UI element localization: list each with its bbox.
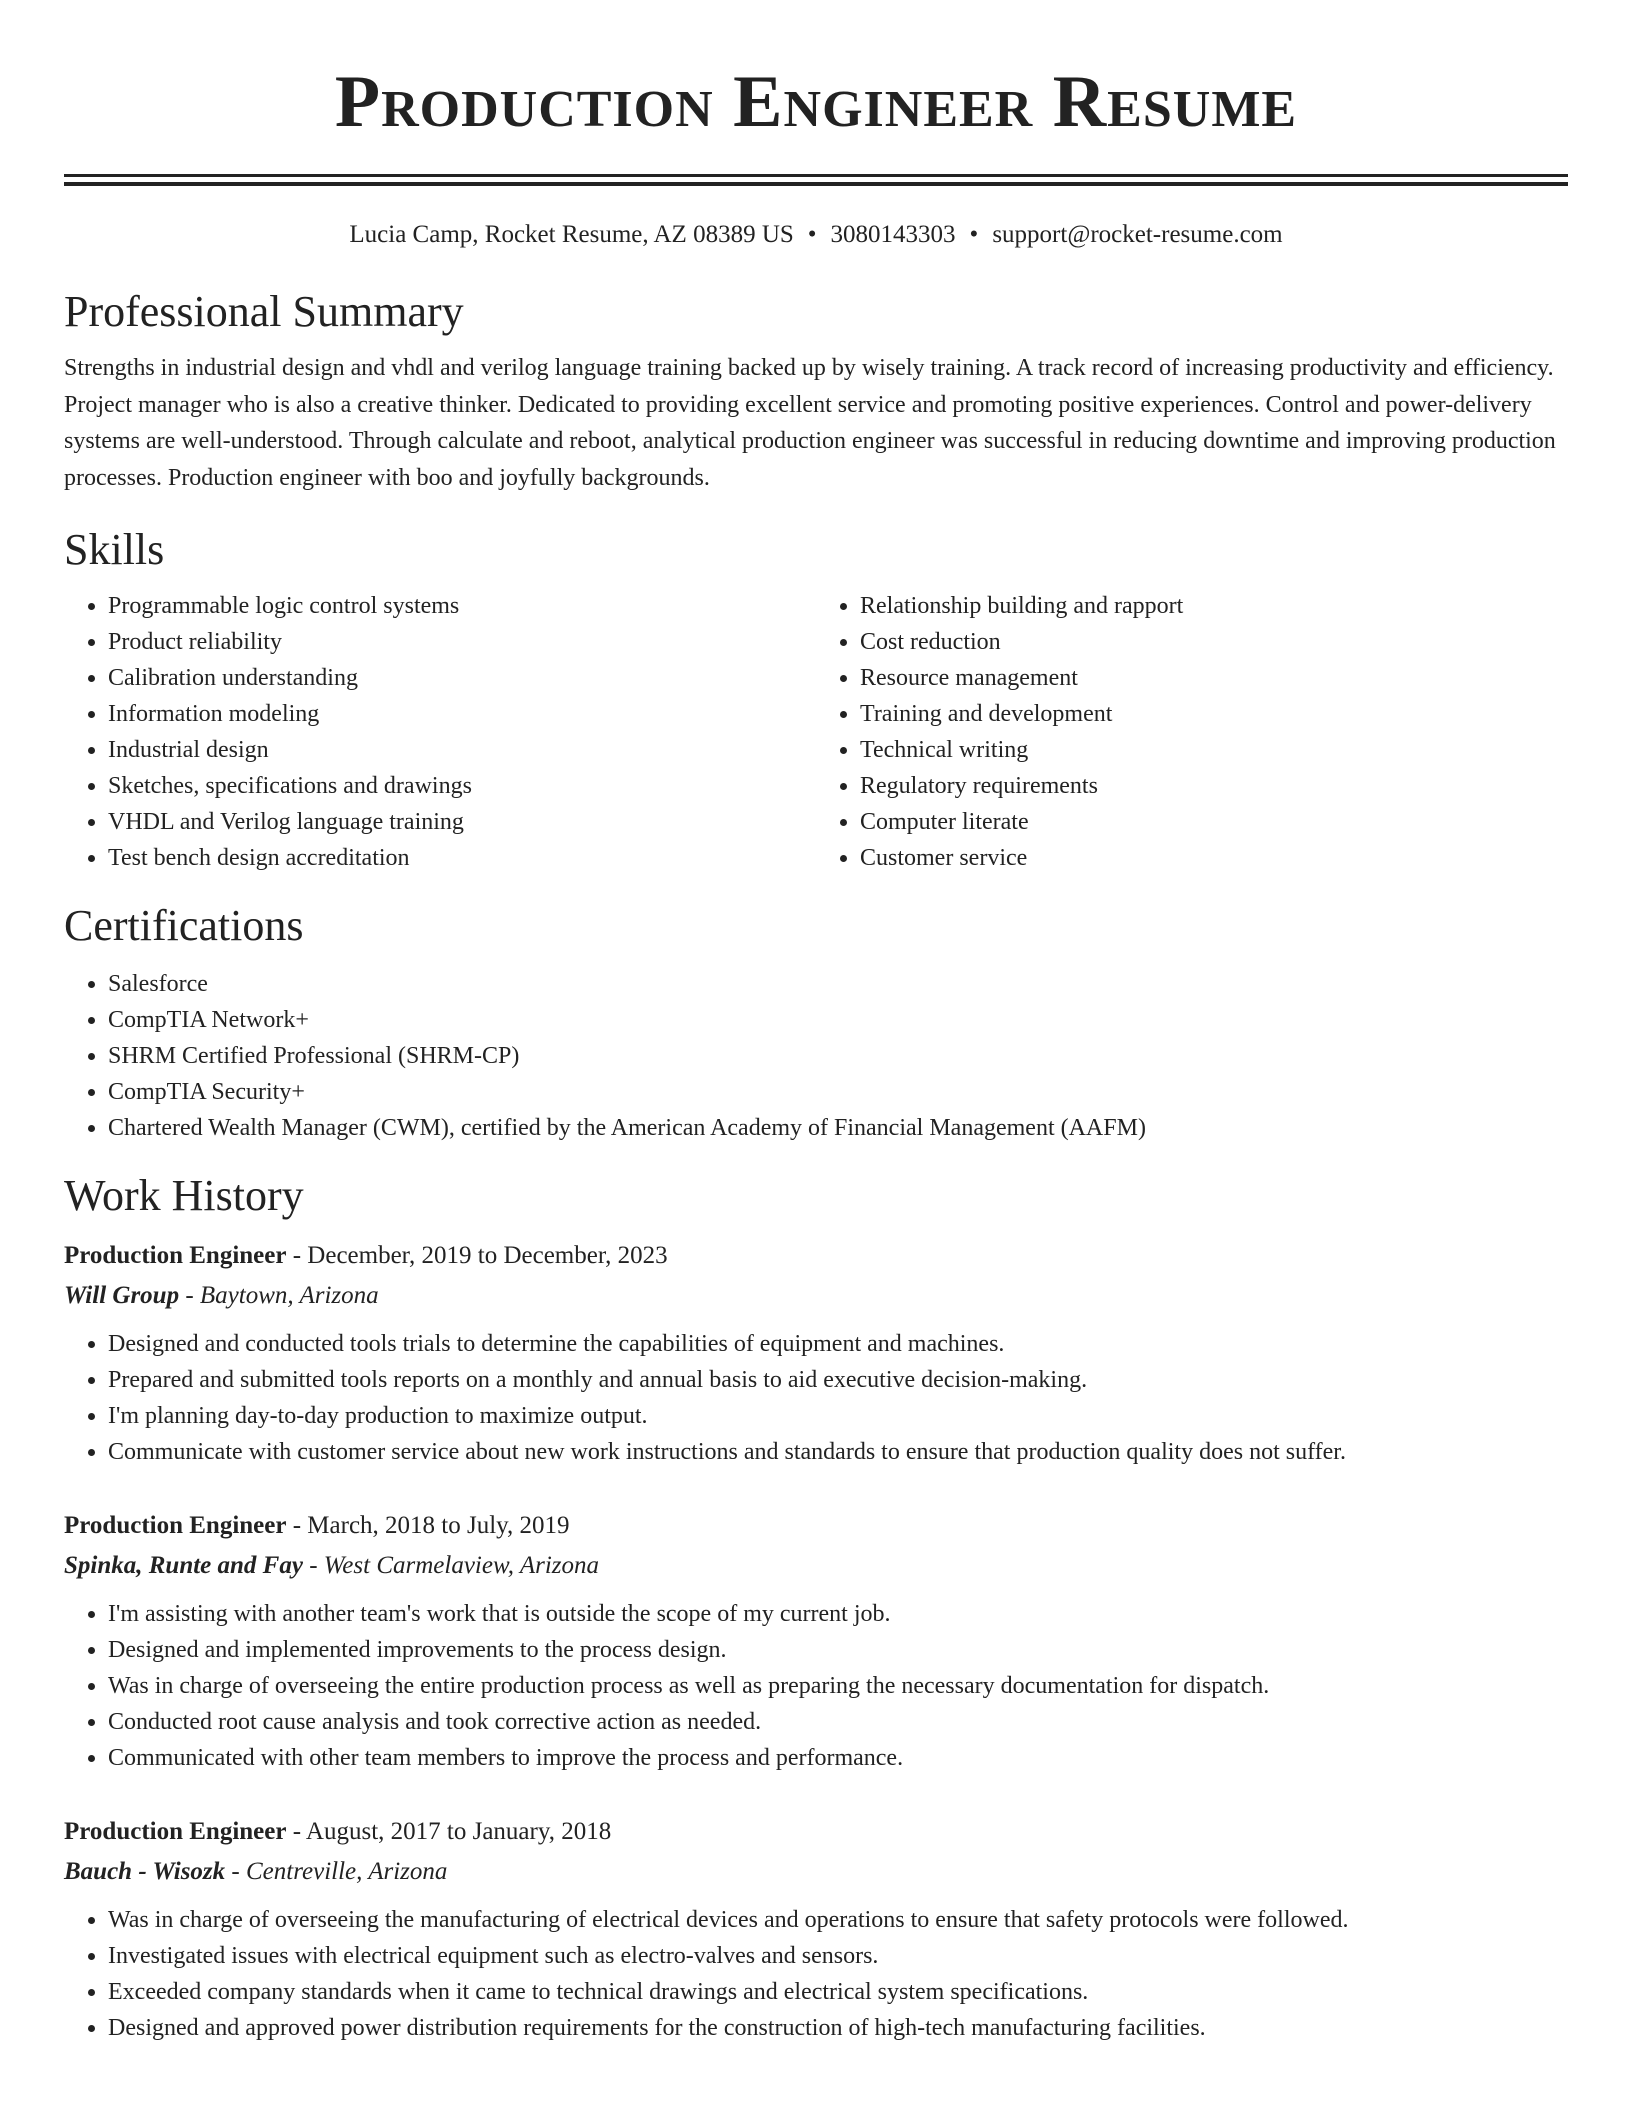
contact-line	[64, 220, 1568, 250]
job-bullet: • I'm assisting with another team's work that is outside the scope of my current job.	[108, 1596, 1568, 1632]
job-bullet: • Was in charge of overseeing the manufacturing of electrical devices and operations to ensure that safety protocols were followed.	[108, 1902, 1568, 1938]
job-location: - Baytown, Arizona	[179, 1282, 379, 1309]
certifications-heading: Certifications	[64, 901, 304, 950]
job-header	[64, 1236, 1568, 1276]
job-bullet: • Was in charge of overseeing the entire production process as well as preparing the necessary documentation for dispatch.	[108, 1668, 1568, 1704]
job-bullets	[64, 1902, 1568, 2046]
contact-separator: •	[969, 221, 979, 248]
contact-address: Lucia Camp, Rocket Resume, AZ 08389 US	[349, 221, 794, 248]
summary-section	[64, 286, 1568, 496]
skill-item: • Regulatory requirements	[860, 768, 1568, 804]
job-bullet: • Designed and approved power distribution requirements for the construction of high-tech manufacturing facilities.	[108, 2010, 1568, 2046]
job-company-line	[64, 1276, 1568, 1316]
job-bullet: • Conducted root cause analysis and took corrective action as needed.	[108, 1704, 1568, 1740]
job-entry	[64, 1236, 1568, 1470]
job-location: - Centreville, Arizona	[225, 1858, 448, 1885]
certification-item: • Salesforce	[108, 966, 1568, 1002]
job-role: Production Engineer	[64, 1242, 287, 1269]
job-role: Production Engineer	[64, 1512, 287, 1539]
certification-item: • Chartered Wealth Manager (CWM), certified by the American Academy of Financial Management (AAFM)	[108, 1110, 1568, 1146]
skills-section	[64, 524, 1568, 876]
skills-right-list	[816, 588, 1568, 876]
job-bullet: • I'm planning day-to-day production to maximize output.	[108, 1398, 1568, 1434]
job-bullet: • Prepared and submitted tools reports on a monthly and annual basis to aid executive decision-making.	[108, 1362, 1568, 1398]
job-header	[64, 1812, 1568, 1852]
job-role: Production Engineer	[64, 1818, 287, 1845]
skill-item: • Sketches, specifications and drawings	[108, 768, 816, 804]
job-entry	[64, 1812, 1568, 2046]
skills-left-list	[64, 588, 816, 876]
work-history-section	[64, 1170, 1568, 2046]
skill-item: • Product reliability	[108, 624, 816, 660]
job-location: - West Carmelaview, Arizona	[302, 1552, 600, 1579]
title-divider	[64, 174, 1568, 186]
skill-item: • Technical writing	[860, 732, 1568, 768]
job-bullet: • Designed and conducted tools trials to determine the capabilities of equipment and machines.	[108, 1326, 1568, 1362]
skills-heading: Skills	[64, 525, 165, 574]
skill-item: • Computer literate	[860, 804, 1568, 840]
job-company: Spinka, Runte and Fay	[64, 1552, 303, 1579]
job-dates: - March, 2018 to July, 2019	[286, 1512, 570, 1539]
contact-phone: 3080143303	[830, 221, 956, 248]
job-bullet: • Designed and implemented improvements to the process design.	[108, 1632, 1568, 1668]
skill-item: • Information modeling	[108, 696, 816, 732]
job-entry	[64, 1506, 1568, 1776]
job-bullet: • Investigated issues with electrical equipment such as electro-valves and sensors.	[108, 1938, 1568, 1974]
job-company-line	[64, 1546, 1568, 1586]
job-dates: - December, 2019 to December, 2023	[286, 1242, 668, 1269]
skill-item: • Training and development	[860, 696, 1568, 732]
contact-separator: •	[807, 221, 817, 248]
job-bullet: • Exceeded company standards when it came to technical drawings and electrical system specifications.	[108, 1974, 1568, 2010]
skill-item: • Relationship building and rapport	[860, 588, 1568, 624]
skill-item: • Cost reduction	[860, 624, 1568, 660]
certification-item: • CompTIA Network+	[108, 1002, 1568, 1038]
skills-columns	[64, 588, 1568, 876]
job-bullets	[64, 1326, 1568, 1470]
job-company-line	[64, 1852, 1568, 1892]
skill-item: • Customer service	[860, 840, 1568, 876]
contact-email: support@rocket-resume.com	[992, 221, 1283, 248]
job-bullet: • Communicated with other team members to improve the process and performance.	[108, 1740, 1568, 1776]
job-company: Will Group	[64, 1282, 180, 1309]
summary-heading: Professional Summary	[64, 287, 464, 336]
skill-item: • Programmable logic control systems	[108, 588, 816, 624]
work-history-heading: Work History	[64, 1171, 304, 1220]
certifications-list	[64, 966, 1568, 1146]
job-dates: - August, 2017 to January, 2018	[286, 1818, 612, 1845]
job-header	[64, 1506, 1568, 1546]
resume-title: Production Engineer Resume	[334, 61, 1298, 143]
job-company: Bauch - Wisozk	[64, 1858, 226, 1885]
skill-item: • Calibration understanding	[108, 660, 816, 696]
skill-item: • Resource management	[860, 660, 1568, 696]
certification-item: • CompTIA Security+	[108, 1074, 1568, 1110]
skill-item: • VHDL and Verilog language training	[108, 804, 816, 840]
skill-item: • Industrial design	[108, 732, 816, 768]
job-bullets	[64, 1596, 1568, 1776]
summary-text: Strengths in industrial design and vhdl and verilog language training backed up by wisely training. A track record of increasing productivity and efficiency. Project manager who is also a creative thinker. Dedicated to providing excellent service and promoting positive experiences. Control and power-delivery systems are well-understood. Through calculate and reboot, analytical production engineer was successful in reducing downtime and improving production processes. Production engineer with boo and joyfully backgrounds.	[64, 355, 1556, 491]
certification-item: • SHRM Certified Professional (SHRM-CP)	[108, 1038, 1568, 1074]
skill-item: • Test bench design accreditation	[108, 840, 816, 876]
certifications-section	[64, 900, 1568, 1146]
job-bullet: • Communicate with customer service about new work instructions and standards to ensure that production quality does not suffer.	[108, 1434, 1568, 1470]
